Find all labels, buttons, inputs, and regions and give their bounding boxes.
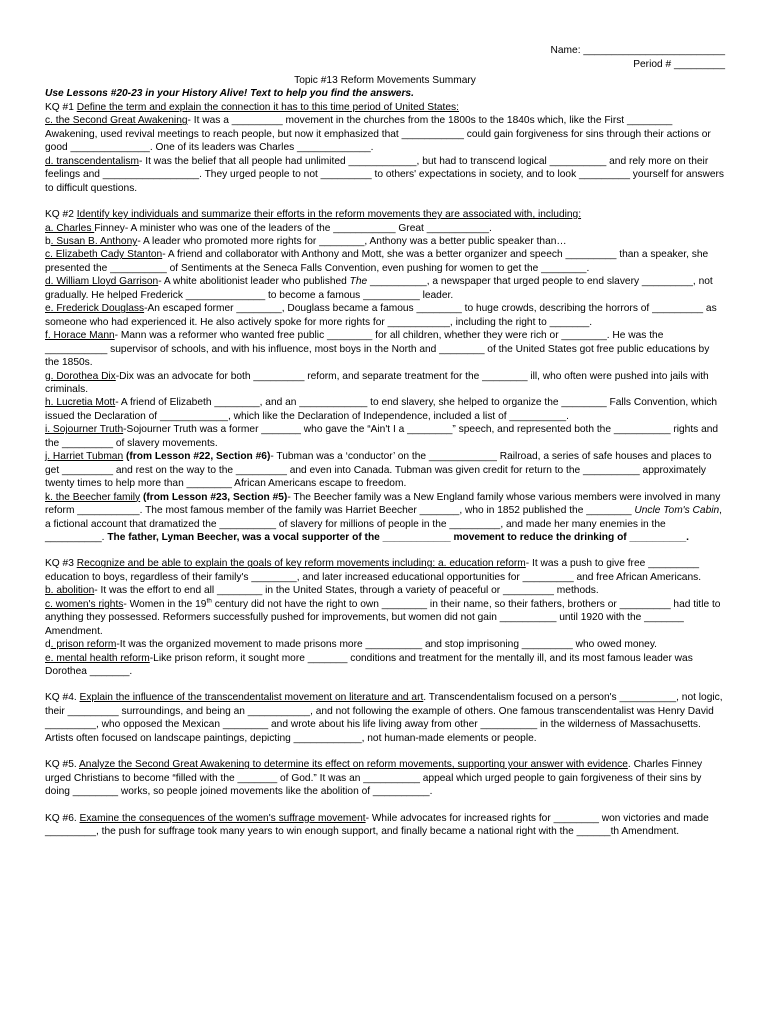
kq2-item-h [45,396,725,423]
kq2-k-text2: , a fictional account that dramatized the __________ of slavery for millions of people in the _________, and made her many enemies in the __________. [45,505,723,543]
kq2-d-text2: __________, a newspaper that urged people to end slavery _________, not gradually. He helped Frederick ______________ to become a famous __________ leader. [45,276,713,301]
kq3-d-label-pre: d [45,639,51,651]
kq3-item-b [45,584,725,597]
kq2-d-label: d. William Lloyd Garrison [45,276,159,288]
period-field[interactable]: Period # _________ [633,59,725,70]
kq2-item-f [45,329,725,369]
kq3-item-c [45,598,725,638]
kq2-i-text: -Sojourner Truth was a former _______ who gave the “Ain't I a ________” speech, and represented both the __________ rights and the _________ of slavery movements. [45,424,719,449]
kq1-c-label: c. the Second Great Awakening [45,115,188,127]
kq6-prompt: Examine the consequences of the women's suffrage movement [79,812,366,824]
kq2-h-text: - A friend of Elizabeth ________, and an ____________ to end slavery, she helped to organize the ________ Falls Convention, which issued the Declaration of ____________, which like the Declaration of Independence, included a list of __________. [45,397,718,422]
kq3-item-d [45,638,725,651]
kq3-c-sup: th [206,597,212,605]
kq1-heading [45,101,725,114]
kq3-b-text: - It was the effort to end all ________ in the United States, through a variety of peaceful or _________ methods. [94,585,599,597]
kq2-h-label: h. Lucretia Mott [45,397,116,409]
kq3-d-label: . prison reform [50,639,117,651]
kq5-paragraph [45,758,725,798]
kq3-e-label: e. mental health reform [45,652,150,664]
kq3-prefix: KQ #3 [45,558,77,570]
kq3-d-text: -It was the organized movement to made prisons more __________ and stop imprisoning _________ who owed money. [116,639,657,651]
kq4-prompt: Explain the influence of the transcendentalist movement on literature and art [79,692,424,704]
kq2-prompt: Identify key individuals and summarize their efforts in the reform movements they are associated with, including: [76,209,582,221]
kq3-prompt: Recognize and be able to explain the goals of key reform movements including: a. education reform [76,558,526,570]
worksheet-page [45,44,725,839]
kq2-j-label: j. Harriet Tubman [45,451,124,463]
kq3-c-text1: - Women in the 19 [123,598,207,610]
kq2-a-label: a. Charles [45,222,95,234]
kq2-c-label: c. Elizabeth Cady Stanton [45,249,163,261]
kq4-text: . Transcendentalism focused on a person's __________, not logic, their _________ surroundings, and being an ___________, and not following the example of others. One famous transcendentalist was Henry David _________, who opposed the Mexican ________ and wrote about his life living away from other __________ in the wilderness of Massachusetts. Artists often focused on landscape paintings, depicting ____________, not human-made elements or people. [45,692,723,744]
kq2-e-label: e. Frederick Douglass [45,303,145,315]
kq2-heading [45,208,725,221]
kq3-c-text2: century did not have the right to own ________ in their name, so their fathers, brothers or _________ had title to anything they possessed. Reformers successfully pushed for improvements, but women did not gain __________ until 1920 with the _______ Amendment. [45,598,721,637]
kq2-item-k [45,491,725,545]
kq1-prompt: Define the term and explain the connection it has to this time period of United States: [76,101,459,113]
kq2-b-label: b [45,235,51,247]
kq6-prefix: KQ #6. [45,812,80,824]
kq2-item-d [45,275,725,302]
kq2-item-g [45,370,725,397]
kq2-d-italic: The [349,276,368,288]
kq5-prompt: Analyze the Second Great Awakening to determine its effect on reform movements, supporting your answer with evidence [78,759,628,771]
kq5-text: . Charles Finney urged Christians to become “filled with the _______ of God.” It was an __________ appeal which urged people to gain forgiveness of their sins by doing ________ works, so people joined movements like the abolition of __________. [45,759,703,798]
kq1-item-d [45,155,725,195]
page-title: Topic #13 Reform Movements Summary [294,75,476,86]
kq2-c-text: - A friend and collaborator with Anthony and Mott, she was a better organizer and speech _________ than a speaker, she presented the __________ of Sentiments at the Seneca Falls Convention, even pushing for women to get the ________. [45,249,709,274]
kq3-item-e [45,652,725,679]
kq4-prefix: KQ #4. [45,692,80,704]
kq2-b-label2: . Susan B. Anthony [50,235,138,247]
name-field[interactable]: Name: _________________________ [550,45,725,56]
kq2-j-text: - Tubman was a ‘conductor’ on the ____________ Railroad, a series of safe houses and places to get _________ and rest on the way to the _________ and even into Canada. Tubman was given credit for return to the __________ approximately twenty times to help more than ________ African Americans escape to freedom. [45,451,712,490]
kq2-k-bold2: The father, Lyman Beecher, was a vocal supporter of the ____________ movement to reduce the drinking of __________. [107,531,690,543]
kq2-k-text1: - The Beecher family was a New England family whose various members were involved in many reform ___________. The most famous member of the family was Harriet Beecher _______, who in 1852 published the ________ [45,491,721,517]
kq2-e-text: -An escaped former ________, Douglass became a famous ________ to huge crowds, describing the horrors of _________ as someone who had experienced it. He also actively spoke for more rights for ___________, including the right to _______. [45,303,717,328]
kq3-c-label: c. women's rights [45,598,124,610]
kq2-item-b [45,235,725,248]
kq3-a-text: - It was a push to give free _________ education to boys, regardless of their family's ________, and later increased educational opportunities for _________ and free African Americans. [45,558,702,583]
kq2-item-j [45,450,725,490]
kq2-k-italic: Uncle Tom's Cabin [634,505,720,517]
kq1-item-c [45,114,725,154]
header-fields [45,44,725,72]
kq5-prefix: KQ #5. [45,759,79,771]
kq3-e-text: -Like prison reform, it sought more _______ conditions and treatment for the mentally ill, and its most famous leader was Dorothea _______. [45,652,693,678]
kq2-k-label: k. the Beecher family [45,491,141,503]
kq2-g-text: -Dix was an advocate for both _________ reform, and separate treatment for the ________ ill, who often were pushed into jails with criminals. [45,370,709,395]
kq2-f-label: f. Horace Mann [45,330,115,342]
instructions: Use Lessons #20-23 in your History Alive! Text to help you find the answers. [45,88,414,100]
kq2-f-text: - Mann was a reformer who wanted free public ________ for all children, whether they were rich or ________. He was the ___________ supervisor of schools, and with his influence, most boys in the North and ________ of the United States got free public educations by the 1850s. [45,330,710,369]
kq1-d-text: - It was the belief that all people had unlimited ____________, but had to transcend logical __________ and rely more on their feelings and _________________. They urged people to not _________ to others' expectations in society, and to look _________ yourself for answers to difficult questions. [45,155,724,194]
kq1-d-label: d. transcendentalism [45,155,140,167]
kq2-item-a [45,222,725,235]
kq2-g-label: g. Dorothea Dix [45,370,116,382]
kq2-a-text: Finney- A minister who was one of the leaders of the ___________ Great ___________. [94,222,492,234]
kq6-paragraph [45,812,725,839]
kq2-k-source: (from Lesson #23, Section #5) [140,491,288,503]
kq3-b-label: b. abolition [45,585,95,597]
kq2-prefix: KQ #2 [45,209,77,221]
kq4-paragraph [45,691,725,745]
kq2-j-source: (from Lesson #22, Section #6) [123,451,271,463]
kq6-text: - While advocates for increased rights for ________ won victories and made _________, the push for suffrage took many years to win enough support, and finally became a national right with the ______th Amendment. [45,812,709,838]
kq2-b-text: - A leader who promoted more rights for ________, Anthony was a better public speaker than… [137,235,567,247]
kq2-item-c [45,248,725,275]
kq2-d-text1: - A white abolitionist leader who published [158,276,350,288]
kq2-i-label: i. Sojourner Truth [45,424,124,436]
kq2-item-i [45,423,725,450]
kq1-c-text: - It was a _________ movement in the churches from the 1800s to the 1840s which, like the First ________ Awakening, used revival meetings to reach people, but now it emphasized that ___________ could gain forgiveness for sins through their actions or good ______________. One of its leaders was Charles _____________. [45,115,711,154]
kq3-item-a [45,557,725,584]
kq2-item-e [45,302,725,329]
kq1-prefix: KQ #1 [45,101,77,113]
